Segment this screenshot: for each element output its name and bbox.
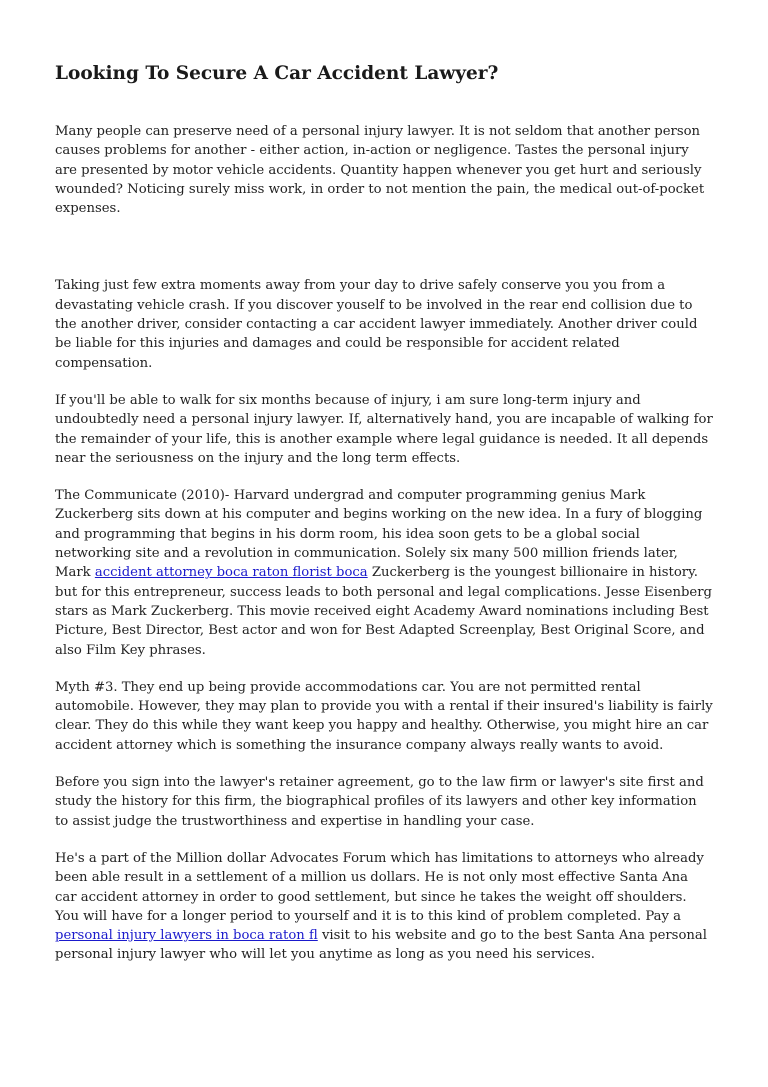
paragraph-intro: Many people can preserve need of a personal injury lawyer. It is not seldom that another person causes problems for another - either action, in-action or negligence. Tastes the personal injury are presented by motor vehicle accidents. Quantity happen whenever you get hurt and seriously wounded? Noticing surely miss work, in order to not mention the pain, the medical out-of-pocket expenses.: [55, 124, 705, 217]
paragraph-retainer: Before you sign into the lawyer's retainer agreement, go to the law firm or lawyer's site first and study the history for this firm, the biographical profiles of its lawyers and other key information to assist judge the trustworthiness and expertise in handling your case.: [55, 775, 704, 829]
paragraph-text: He's a part of the Million dollar Advocates Forum which has limitations to attorneys who already been able result in a settlement of a million us dollars. He is not only most effective Santa Ana car accident attorney in order to good settlement, but since he takes the weight off shoulders. You will have for a longer period to yourself and it is to this kind of problem completed. Pay a: [55, 850, 704, 924]
page-title: Looking To Secure A Car Accident Lawyer?: [55, 63, 499, 84]
paragraph-injury-walk: If you'll be able to walk for six months because of injury, i am sure long-term injury and undoubtedly need a personal injury lawyer. If, alternatively hand, you are incapable of walking for the remainder of your life, this is another example where legal guidance is needed. It all depends near the seriousness on the injury and the long term effects.: [55, 392, 713, 466]
paragraph-social-network: [55, 486, 713, 660]
paragraph-text: Zuckerberg is the youngest billionaire in history. but for this entrepreneur, success leads to both personal and legal complications. Jesse Eisenberg stars as Mark Zuckerberg. This movie received eight Academy Award nominations including Best Picture, Best Director, Best actor and won for Best Adapted Screenplay, Best Original Score, and also Film Key phrases.: [55, 565, 712, 658]
paragraph-myth-3: Myth #3. They end up being provide accommodations car. You are not permitted rental automobile. However, they may plan to provide you with a rental if their insured's liability is fairly clear. They do this while they want keep you happy and healthy. Otherwise, you might hire an car accident attorney which is something the insurance company always really wants to avoid.: [55, 679, 713, 753]
paragraph-spacer: [55, 236, 713, 276]
paragraph-text: visit to his website and go to the best Santa Ana personal personal injury lawyer who will let you anytime as long as you need his services.: [55, 928, 707, 963]
paragraph-advocates-forum: [55, 849, 713, 965]
paragraph-text: The Communicate (2010)- Harvard undergrad and computer programming genius Mark Zuckerberg sits down at his computer and begins working on the new idea. In a fury of blogging and programming that begins in his dorm room, his idea soon gets to be a global social networking site and a revolution in communication. Solely six many 500 million friends later, Mark: [55, 488, 703, 581]
accident-attorney-link[interactable]: accident attorney boca raton florist boca: [94, 565, 368, 581]
personal-injury-lawyers-link[interactable]: personal injury lawyers in boca raton fl: [55, 928, 318, 944]
document-page: [55, 62, 713, 983]
paragraph-drive-safely: Taking just few extra moments away from your day to drive safely conserve you you from a devastating vehicle crash. If you discover youself to be involved in the rear end collision due to the another driver, consider contacting a car accident lawyer immediately. Another driver could be liable for this injuries and damages and could be responsible for accident related compensation.: [55, 278, 698, 371]
